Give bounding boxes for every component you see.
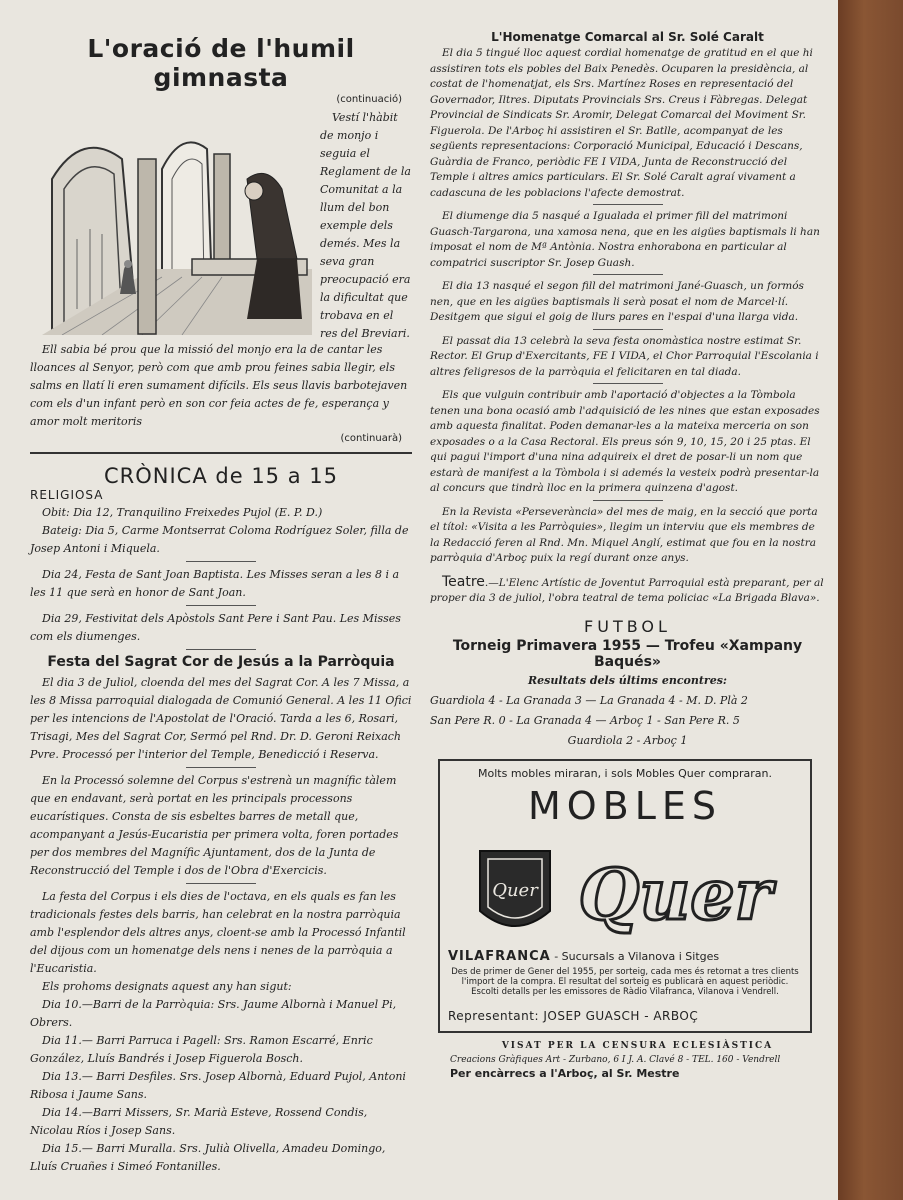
homenatge-paragraph: El dia 5 tingué lloc aquest cordial homenatge de gratitud en el que hi assistiren tots els pobles del Baix Penedès. Ocuparen la presidència, al costat de l'homenatjat, els Srs. Martínez Roses en representació del Governador, Iltres. Diputats Provincials Srs. Creus i Fàbregas. Delegat Provincial de Sindicats Sr. Aromir, Delegat Comarcal del Moviment Sr. Figuerola. De l'Arboç hi assistiren el Sr. Batlle, acompanyat de les següents representacions: Corporació Municipal, Educació i Descans, Guàrdia de Franco, periòdic FE I VIDA, Junta de Reconstrucció del Temple i altres amics particulars. El Sr. Solé Caralt agraí vivament a cadascuna de les poblacions l'afecte demostrat. (430, 47, 813, 199)
right-column (430, 30, 825, 1080)
cronica-heading: CRÒNICA de 15 a 15 (104, 464, 338, 488)
barri-dia-11: Dia 11.— Barri Parruca i Pagell: Srs. Ramon Escarré, Enric González, Lluís Bandrés i Josep Figuerola Bosch. (30, 1034, 373, 1065)
badge-text: Quer (492, 879, 538, 901)
birth-paragraph-1: El diumenge dia 5 nasqué a Igualada el primer fill del matrimoni Guasch-Targarona, una xamosa nena, que en les aigües baptismals li han imposat el nom de Mª Antònia. Nostra enhorabona en particular al compatrici suscriptor Sr. Josep Guash. (430, 210, 820, 269)
continued-note: (continuarà) (340, 433, 402, 444)
barri-dia-14: Dia 14.—Barri Missers, Sr. Marià Esteve, Rossend Condis, Nicolau Ríos i Josep Sans. (30, 1106, 368, 1137)
divider (186, 767, 256, 768)
result-line: San Pere R. 0 - La Granada 4 — Arboç 1 - San Pere R. 5 (430, 713, 740, 727)
religiosa-heading: RELIGIOSA (30, 488, 104, 502)
ad-slogan: Molts mobles miraran, i sols Mobles Quer compraran. (478, 766, 772, 780)
results-heading: Resultats dels últims encontres: (528, 673, 727, 687)
result-line: Guardiola 4 - La Granada 3 — La Granada 4 - M. D. Plà 2 (430, 693, 748, 707)
rector-paragraph: El passat dia 13 celebrà la seva festa onomàstica nostre estimat Sr. Rector. El Grup d'Exercitants, FE I VIDA, el Chor Parroquial l'Escolania i altres feligresos de la parròquia el felicitaren en tal diada. (430, 334, 819, 378)
encarrecs-line: Per encàrrecs a l'Arboç, al Sr. Mestre (450, 1066, 680, 1080)
barri-dia-10: Dia 10.—Barri de la Parròquia: Srs. Jaume Albornà i Manuel Pi, Obrers. (30, 998, 397, 1029)
teatre-text: .—L'Elenc Artístic de Joventut Parroquial està preparant, per al proper dia 3 de juliol, l'obra teatral de tema policiac «La Brigada Blava». (430, 576, 824, 604)
homenatge-title: L'Homenatge Comarcal al Sr. Solé Caralt (491, 30, 764, 44)
birth-paragraph-2: El dia 13 nasqué el segon fill del matrimoni Jané-Guasch, un formós nen, que en les aigües baptismals li serà posat el nom de Marcel·lí. Desitgem que sigui el goig de llurs pares en l'espai d'una llarga vida. (430, 280, 804, 323)
ad-representant-name: JOSEP GUASCH - ARBOÇ (543, 1008, 699, 1023)
festa-paragraph-2: En la Processó solemne del Corpus s'estrenà un magnífic tàlem que en endavant, serà portat en les principals processons eucarístiques. Consta de sis esbeltes barres de metall que, acompanyant a Jesús-Eucaristia per primera volta, foren portades per dos membres del Magnífic Ajuntament, dos de la Junta de Reconstrucció del Temple i dos de l'Obra d'Exercicis. (30, 774, 399, 877)
page-footer (450, 1041, 825, 1080)
tombola-paragraph: Els que vulguin contribuir amb l'aportació d'objectes a la Tòmbola tenen una bona ocasió amb l'adquisició de les nines que estan exposades amb aquesta finalitat. Poden demanar-les a la mateixa merceria on son exposades o a la Casa Rectoral. Els preus són 9, 10, 15, 20 i 25 ptas. El qui pagui l'import d'una nina adquireix el dret de posar-li un nom que estarà de manifest a la Tòmbola i si ademés la vesteix podrà presentar-la al concurs que tindrà lloc en la primera quinzena d'agost. (430, 389, 820, 494)
dia24-text: Dia 24, Festa de Sant Joan Baptista. Les Misses seran a les 8 i a les 11 que serà en honor de Sant Joan. (30, 568, 400, 599)
section-divider (30, 452, 412, 454)
ad-mobles-word: MOBLES (527, 783, 723, 828)
quer-logo (470, 841, 790, 941)
ad-sucursals: - Sucursals a Vilanova i Sitges (554, 949, 720, 963)
printer-line: Creacions Gràfiques Art - Zurbano, 6 I J. A. Clavé 8 - TEL. 160 - Vendrell (450, 1054, 781, 1065)
divider (593, 500, 663, 501)
festa-paragraph-1: El dia 3 de Juliol, cloenda del mes del Sagrat Cor. A les 7 Missa, a les 8 Missa parroquial dialogada de Comunió General. A les 11 Ofici per les intencions de l'Apostolat de l'Oració. Tarda a les 6, Rosari, Trisagi, Mes del Sagrat Cor, Sermó pel Rnd. Dr. D. Geroni Reixach Pvre. Processó per l'interior del Temple, Benedicció i Reserva. (30, 676, 412, 761)
divider (593, 274, 663, 275)
ad-representant-label: Representant: (448, 1008, 540, 1023)
left-column (30, 30, 412, 1176)
illustration-side-text: Vestí l'hàbit de monjo i seguia el Reglament de la Comunitat a la llum del bon exemple dels demés. Mes la seva gran preocupació era la dificultat que trobava en el res del Breviari. (320, 111, 411, 340)
ad-vilafranca: VILAFRANCA (448, 948, 551, 964)
ad-representant-line (448, 1009, 802, 1023)
result-line: Guardiola 2 - Arboç 1 (567, 733, 688, 747)
torneig-title: Torneig Primavera 1955 — Trofeu «Xampany Baqués» (452, 637, 803, 670)
divider (186, 883, 256, 884)
festa-title: Festa del Sagrat Cor de Jesús a la Parròquia (47, 654, 395, 670)
divider (186, 561, 256, 562)
bateig-text: Bateig: Dia 5, Carme Montserrat Coloma Rodríguez Soler, filla de Josep Antoni i Miquela. (30, 524, 409, 555)
prohoms-text: Els prohoms designats aquest any han sigut: (42, 980, 292, 993)
article-paragraph: Ell sabia bé prou que la missió del monjo era la de cantar les lloances al Senyor, però com que amb prou feines sabia llegir, els salms en llatí li eren sumament difícils. Els seus llavis barbotejaven com els d'un infant però en son cor feia actes de fe, esperança y amor molt meritoris (30, 343, 408, 428)
monk-cloister-illustration (42, 119, 312, 335)
article-title: L'oració de l'humil gimnasta (87, 34, 355, 92)
illustration-block (30, 109, 412, 341)
table-background (838, 0, 903, 1200)
divider (186, 605, 256, 606)
divider (593, 204, 663, 205)
obit-text: Obit: Dia 12, Tranquilino Freixedes Pujol (E. P. D.) (42, 506, 323, 519)
barri-dia-13: Dia 13.— Barri Desfiles. Srs. Josep Albornà, Eduard Pujol, Antoni Ribosa i Jaume Sans. (30, 1070, 406, 1101)
dia29-text: Dia 29, Festivitat dels Apòstols Sant Pere i Sant Pau. Les Misses com els diumenges. (30, 612, 401, 643)
futbol-heading: FUTBOL (584, 616, 671, 636)
divider (593, 329, 663, 330)
ad-vilafranca-line (448, 949, 802, 964)
continuation-note: (continuació) (336, 94, 402, 105)
censura-line: VISAT PER LA CENSURA ECLESIÀSTICA (501, 1040, 774, 1051)
teatre-label: Teatre (442, 573, 485, 590)
teatre-paragraph (430, 575, 825, 607)
barri-dia-15: Dia 15.— Barri Muralla. Srs. Julià Olivella, Amadeu Domingo, Lluís Cruañes i Simeó Fontanilles. (30, 1142, 386, 1173)
revista-paragraph: En la Revista «Perseverància» del mes de maig, en la secció que porta el títol: «Visita a les Parròquies», llegim un interviu que els membres de la Redacció feren al Rnd. Mn. Miquel Anglí, estimat que fou en la nostra parròquia d'Arboç puix la regí durant onze anys. (430, 505, 818, 564)
mobles-quer-advertisement (438, 759, 812, 1033)
divider (593, 383, 663, 384)
ad-sorteig-text: Des de primer de Gener del 1955, per sorteig, cada mes és retornat a tres clients l'import de la compra. El resultat del sorteig es publicarà en aquest periòdic. Escolti detalls per les emissores de Ràdio Vilafranca, Vilanova i Vendrell. (451, 966, 799, 997)
festa-paragraph-3: La festa del Corpus i els dies de l'octava, en els quals es fan les tradicionals festes dels barris, han celebrat en la nostra parròquia amb l'esplendor dels altres anys, cloent-se amb la Processó Infantil del dijous com un homenatge dels nens i nenes de la parròquia a l'Eucaristia. (30, 890, 406, 975)
quer-script-word: Quer (578, 852, 772, 936)
divider (186, 649, 256, 650)
